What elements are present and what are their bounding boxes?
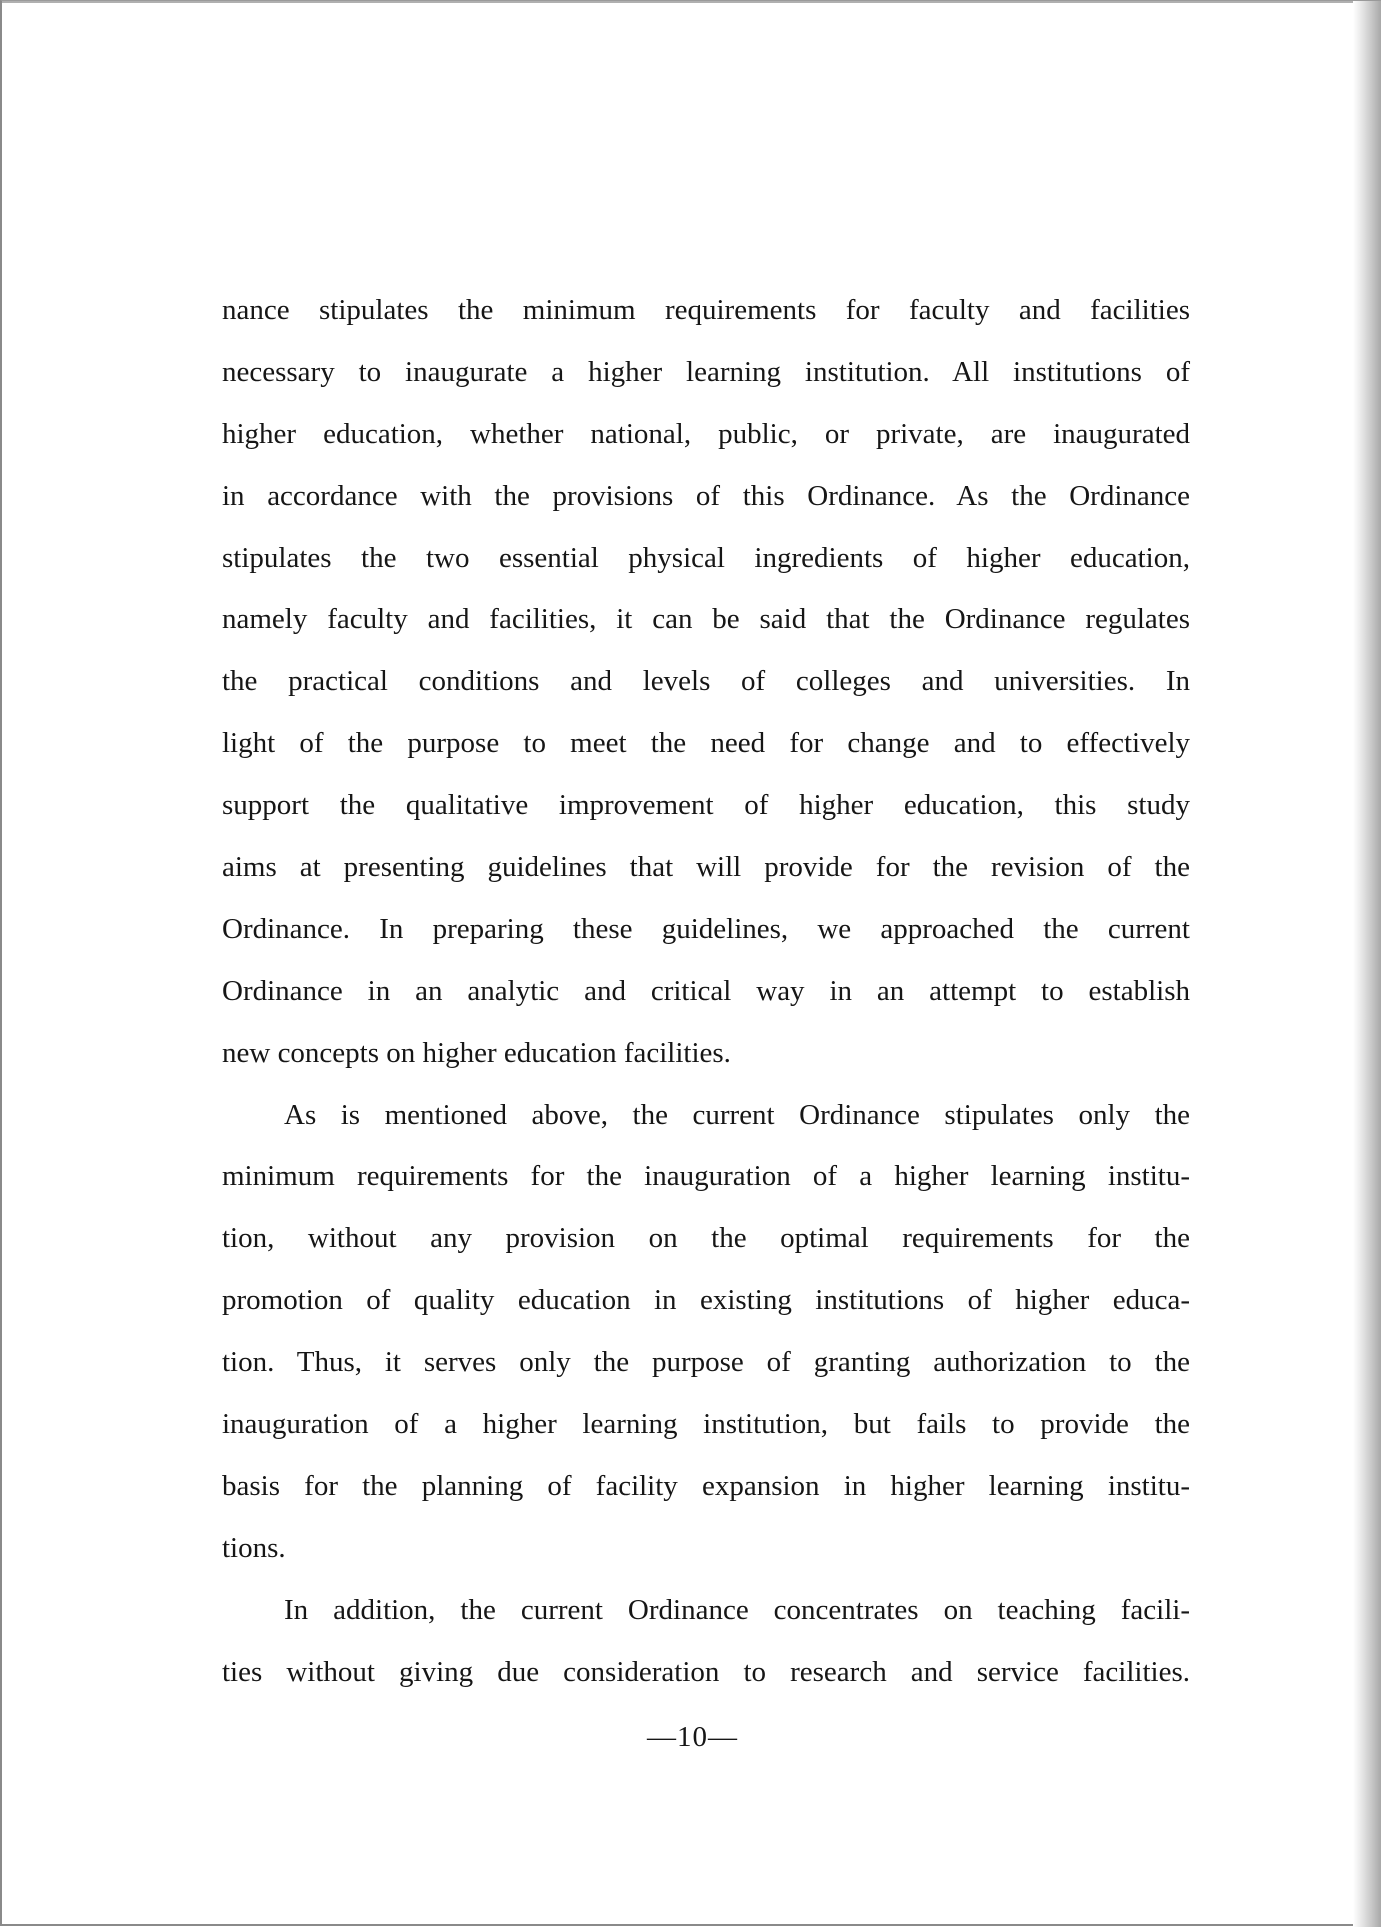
- text-line: basis for the planning of facility expansion in higher learning institu-: [222, 1469, 1190, 1502]
- paragraph-3: [222, 1580, 1190, 1704]
- body-text: [222, 280, 1190, 1703]
- page-number: —10—: [647, 1721, 738, 1753]
- text-line: new concepts on higher education facilities.: [222, 1036, 731, 1069]
- text-line: stipulates the two essential physical ingredients of higher education,: [222, 541, 1190, 574]
- text-line: promotion of quality education in existing institutions of higher educa-: [222, 1284, 1190, 1317]
- text-line: the practical conditions and levels of colleges and universities. In: [222, 665, 1190, 698]
- text-line: As is mentioned above, the current Ordinance stipulates only the: [284, 1098, 1190, 1131]
- text-line: support the qualitative improvement of higher education, this study: [222, 789, 1190, 822]
- page-right-shadow: [1353, 1, 1381, 1927]
- text-line: tion. Thus, it serves only the purpose of granting authorization to the: [222, 1346, 1190, 1379]
- paragraph-2: [222, 1085, 1190, 1580]
- text-line: Ordinance. In preparing these guidelines, we approached the current: [222, 912, 1190, 945]
- text-line: namely faculty and facilities, it can be said that the Ordinance regulates: [222, 603, 1190, 636]
- text-line: In addition, the current Ordinance concentrates on teaching facili-: [284, 1593, 1190, 1626]
- text-line: tions.: [222, 1531, 286, 1564]
- text-line: ties without giving due consideration to research and service facilities.: [222, 1655, 1190, 1688]
- text-line: necessary to inaugurate a higher learning institution. All institutions of: [222, 355, 1190, 388]
- text-line: minimum requirements for the inauguration of a higher learning institu-: [222, 1160, 1190, 1193]
- page-top-edge: [2, 1, 1381, 3]
- text-line: nance stipulates the minimum requirements for faculty and facilities: [222, 294, 1190, 326]
- text-line: light of the purpose to meet the need for change and to effectively: [222, 727, 1190, 760]
- text-line: Ordinance in an analytic and critical way in an attempt to establish: [222, 974, 1190, 1007]
- text-line: tion, without any provision on the optimal requirements for the: [222, 1222, 1190, 1255]
- text-line: higher education, whether national, public, or private, are inaugurated: [222, 417, 1190, 450]
- paragraph-1: [222, 280, 1190, 1085]
- text-line: inauguration of a higher learning institution, but fails to provide the: [222, 1408, 1190, 1441]
- text-line: aims at presenting guidelines that will provide for the revision of the: [222, 851, 1190, 884]
- text-line: in accordance with the provisions of this Ordinance. As the Ordinance: [222, 479, 1190, 512]
